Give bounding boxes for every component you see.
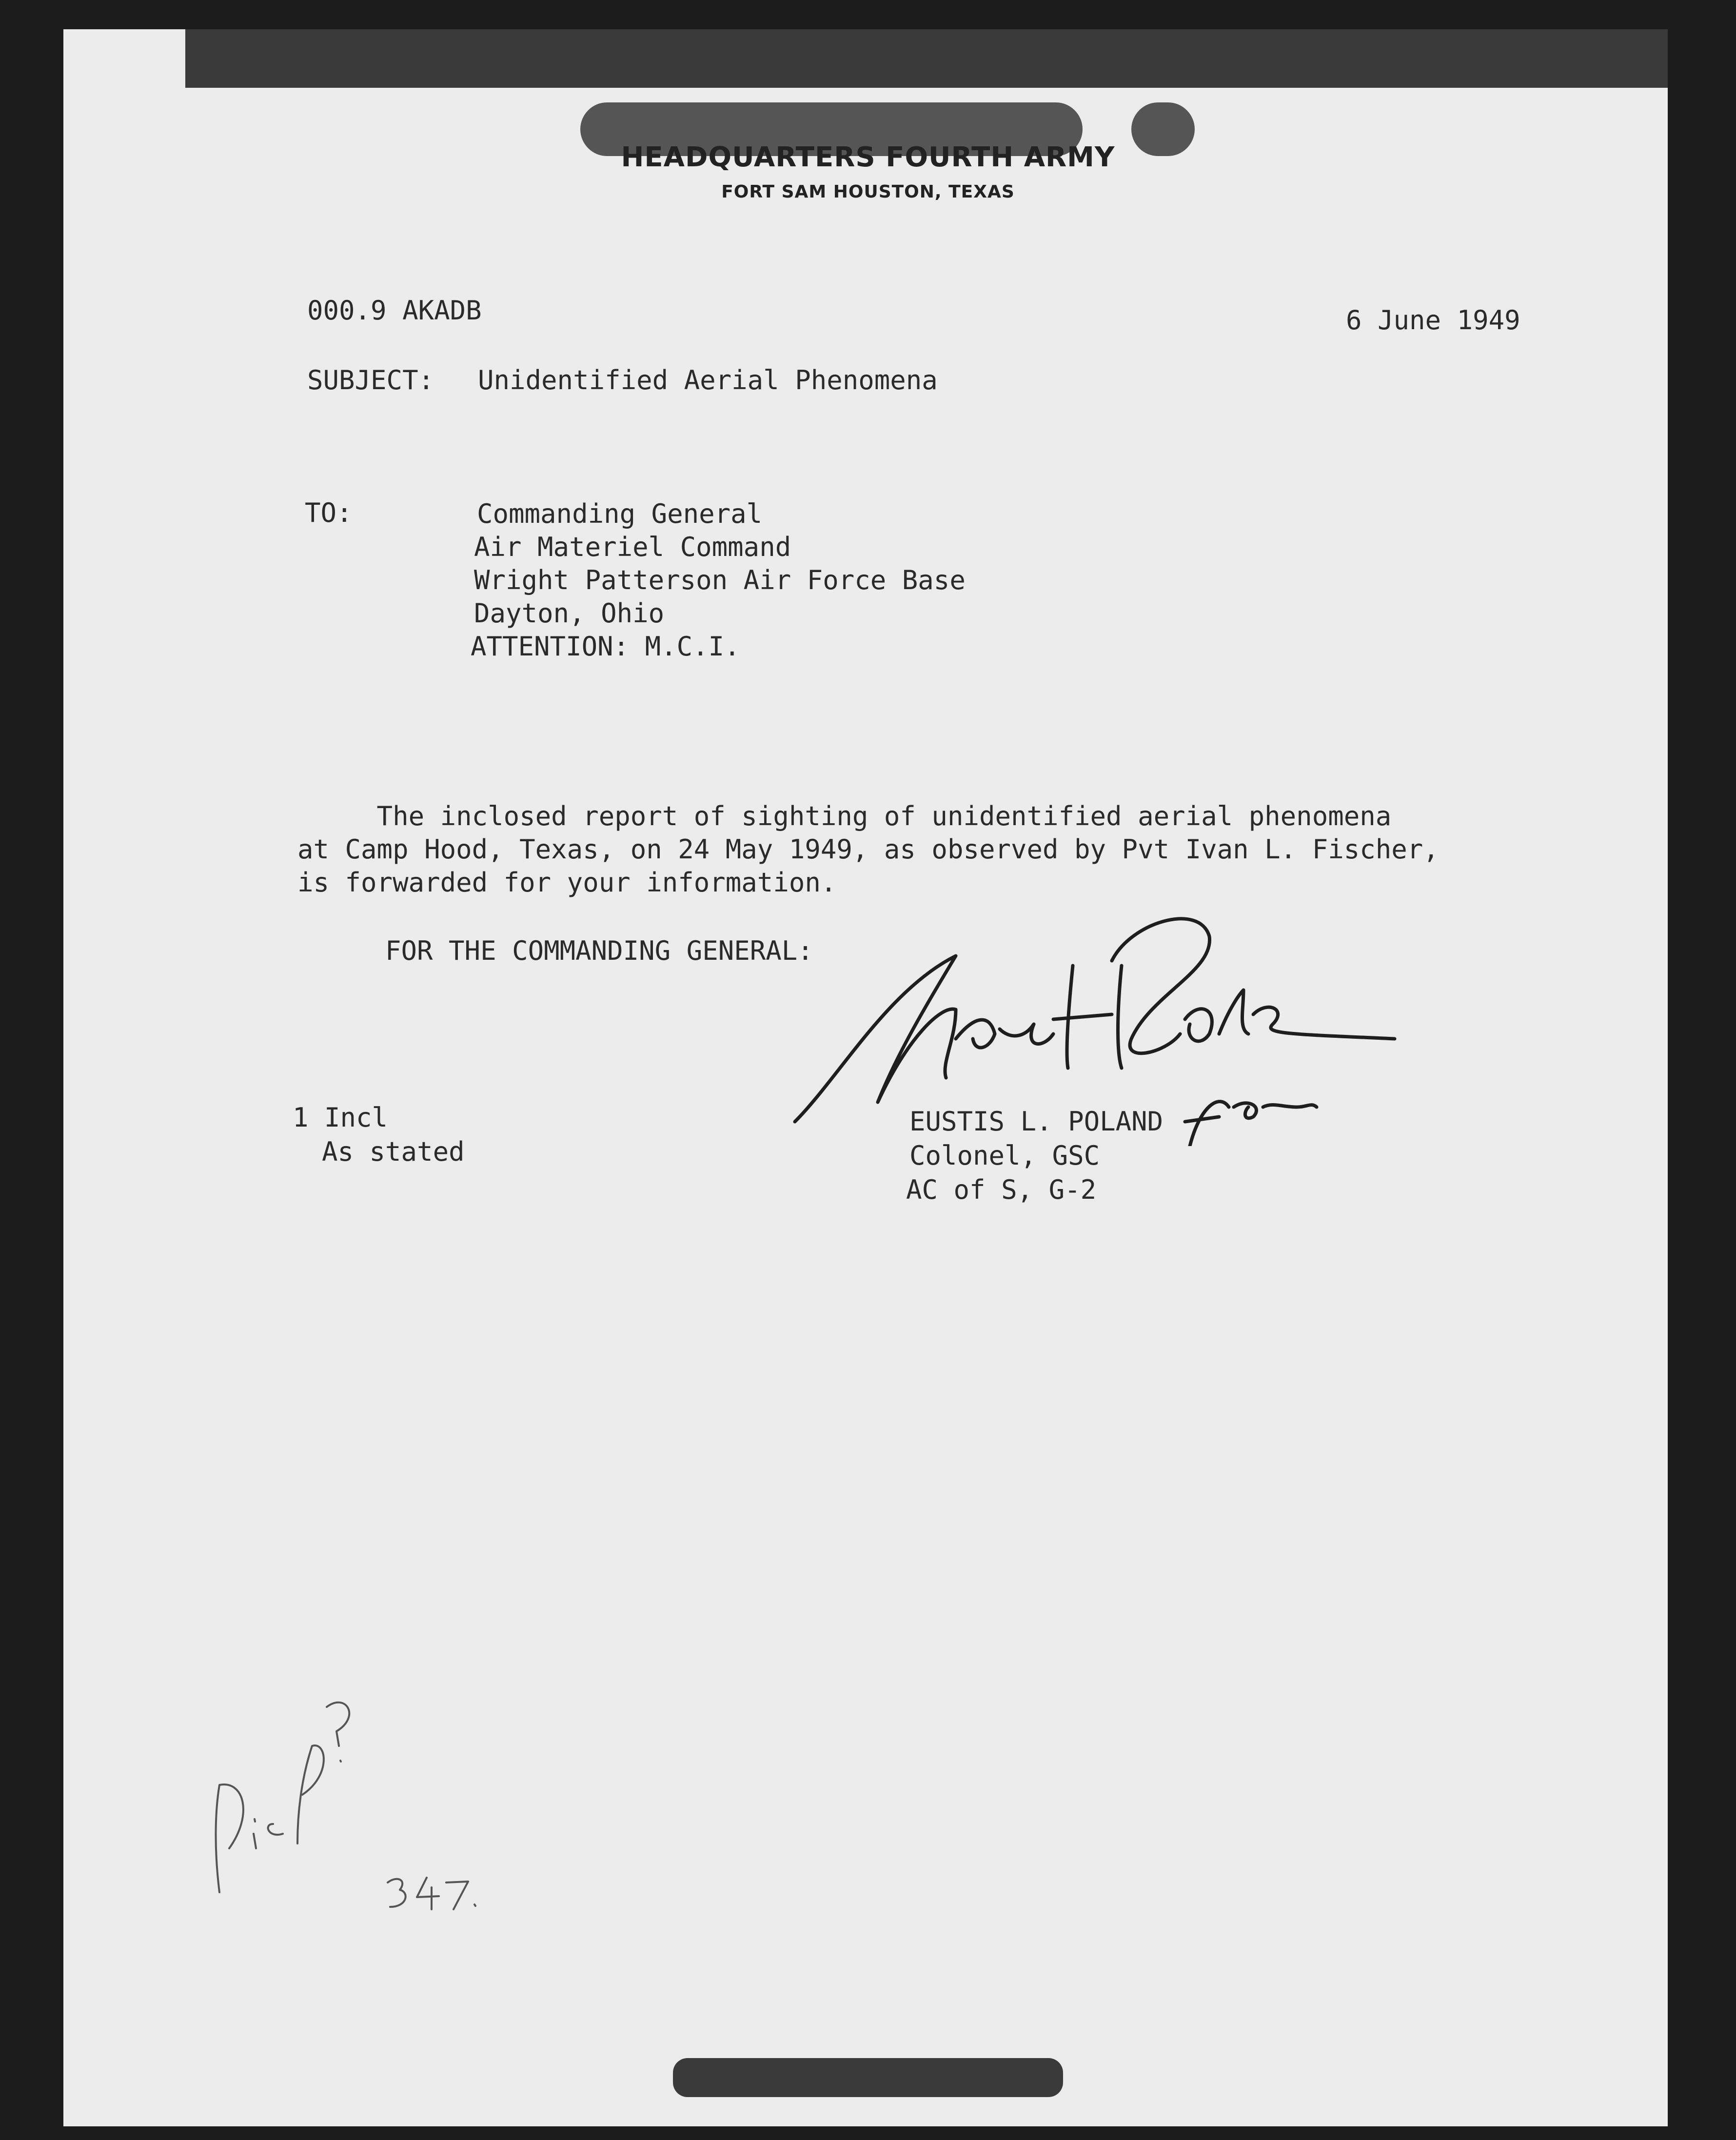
- signer-name: EUSTIS L. POLAND: [909, 1106, 1164, 1137]
- letterhead-location: FORT SAM HOUSTON, TEXAS: [721, 182, 1015, 202]
- to-line: Commanding General: [477, 498, 763, 529]
- letterhead-organization: HEADQUARTERS FOURTH ARMY: [621, 141, 1115, 173]
- enclosure-note: As stated: [322, 1136, 465, 1167]
- handwritten-number-347: [383, 1868, 480, 1917]
- to-label: TO:: [305, 497, 353, 528]
- body-line: The inclosed report of sighting of unidentified aerial phenomena: [297, 801, 1392, 832]
- subject-text: Unidentified Aerial Phenomena: [478, 365, 938, 396]
- subject-label: SUBJECT:: [307, 365, 434, 396]
- to-line: Air Materiel Command: [474, 532, 791, 562]
- top-edge-strip: [185, 29, 1668, 88]
- closing-line: FOR THE COMMANDING GENERAL:: [385, 935, 813, 966]
- file-reference: 000.9 AKADB: [307, 295, 482, 326]
- document-date: 6 June 1949: [1346, 305, 1520, 336]
- body-line: at Camp Hood, Texas, on 24 May 1949, as observed by Pvt Ivan L. Fischer,: [297, 834, 1439, 865]
- bottom-edge-mark: [673, 2058, 1063, 2097]
- handwritten-note-disp: [200, 1687, 405, 1912]
- letterhead: [0, 141, 1736, 202]
- body-line: is forwarded for your information.: [297, 867, 837, 898]
- signer-title: AC of S, G-2: [906, 1174, 1097, 1205]
- to-line: Wright Patterson Air Force Base: [474, 565, 966, 595]
- signer-rank: Colonel, GSC: [909, 1140, 1100, 1171]
- to-line: ATTENTION: M.C.I.: [471, 631, 740, 662]
- to-line: Dayton, Ohio: [474, 598, 665, 629]
- enclosure-count: 1 Incl: [293, 1102, 388, 1133]
